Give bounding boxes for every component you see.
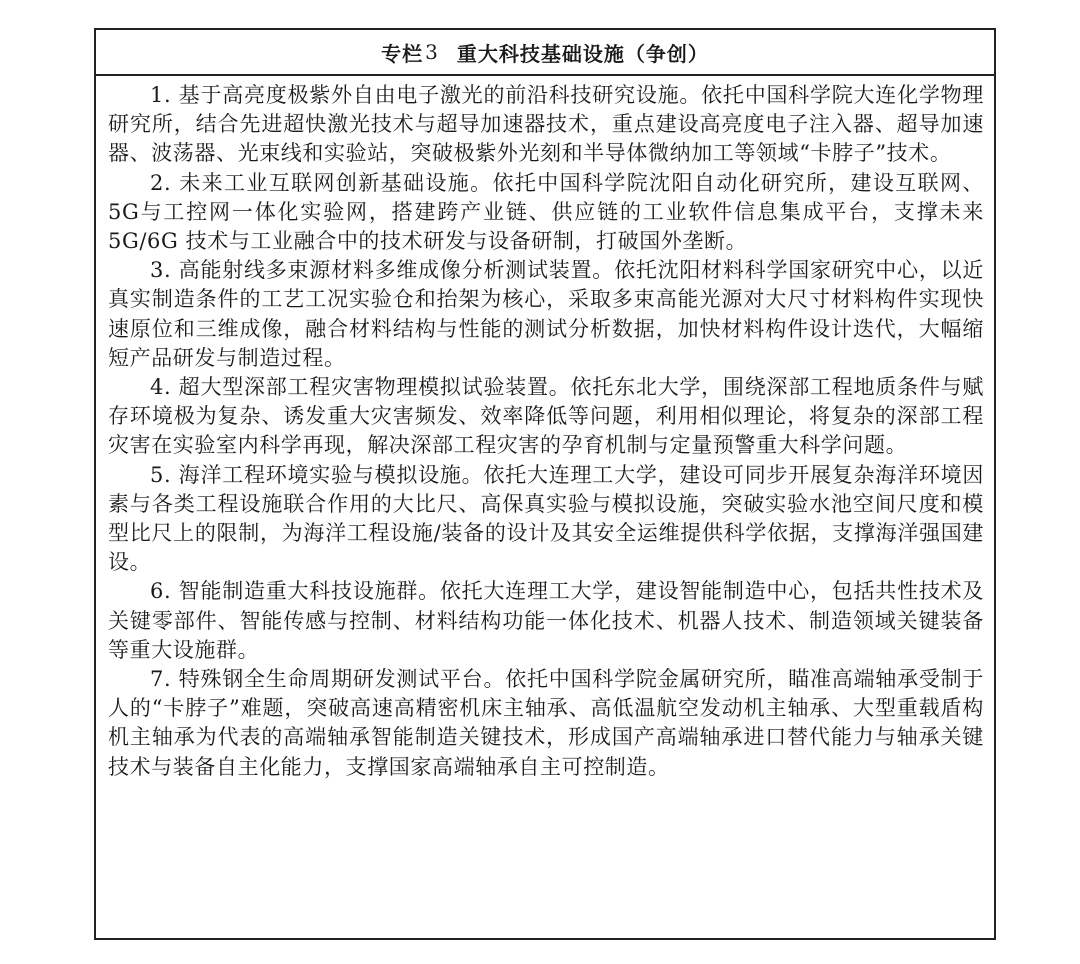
- list-item: 6. 智能制造重大科技设施群。依托大连理工大学，建设智能制造中心，包括共性技术及关键零部件、智能传感与控制、材料结构功能一体化技术、机器人技术、制造领域关键装备等重大设施群。: [108, 579, 984, 662]
- list-item: 7. 特殊钢全生命周期研发测试平台。依托中国科学院金属研究所，瞄准高端轴承受制于人的“卡脖子”难题，突破高速高精密机床主轴承、高低温航空发动机主轴承、大型重载盾构机主轴承为代表的高端轴承智能制造关键技术，形成国产高端轴承进口替代能力与轴承关键技术与装备自主化能力，支撑国家高端轴承自主可控制造。: [108, 667, 984, 779]
- column-box: [94, 28, 996, 940]
- column-number: 3: [425, 40, 439, 64]
- column-header: [96, 30, 994, 76]
- column-title: 重大科技基础设施（争创）: [456, 41, 709, 66]
- list-item: 2. 未来工业互联网创新基础设施。依托中国科学院沈阳自动化研究所，建设互联网、5G与工控网一体化实验网，搭建跨产业链、供应链的工业软件信息集成平台，支撑未来 5G/6G 技术与工业融合中的技术研发与设备研制，打破国外垄断。: [108, 170, 984, 254]
- list-item: 3. 高能射线多束源材料多维成像分析测试装置。依托沈阳材料科学国家研究中心，以近真实制造条件的工艺工况实验仓和抬架为核心，采取多束高能光源对大尺寸材料构件实现快速原位和三维成像，融合材料结构与性能的测试分析数据，加快材料构件设计迭代，大幅缩短产品研发与制造过程。: [108, 258, 984, 370]
- list-item: 5. 海洋工程环境实验与模拟设施。依托大连理工大学，建设可同步开展复杂海洋环境因素与各类工程设施联合作用的大比尺、高保真实验与模拟设施，突破实验水池空间尺度和模型比尺上的限制，为海洋工程设施/装备的设计及其安全运维提供科学依据，支撑海洋强国建设。: [108, 462, 984, 575]
- column-label: 专栏: [381, 41, 424, 66]
- list-item: 1. 基于高亮度极紫外自由电子激光的前沿科技研究设施。依托中国科学院大连化学物理研究所，结合先进超快激光技术与超导加速器技术，重点建设高亮度电子注入器、超导加速器、波荡器、光束线和实验站，突破极紫外光刻和半导体微纳加工等领域“卡脖子”技术。: [108, 83, 984, 166]
- column-body: [96, 76, 994, 782]
- list-item: 4. 超大型深部工程灾害物理模拟试验装置。依托东北大学，围绕深部工程地质条件与赋存环境极为复杂、诱发重大灾害频发、效率降低等问题，利用相似理论，将复杂的深部工程灾害在实验室内科学再现，解决深部工程灾害的孕育机制与定量预警重大科学问题。: [108, 375, 984, 458]
